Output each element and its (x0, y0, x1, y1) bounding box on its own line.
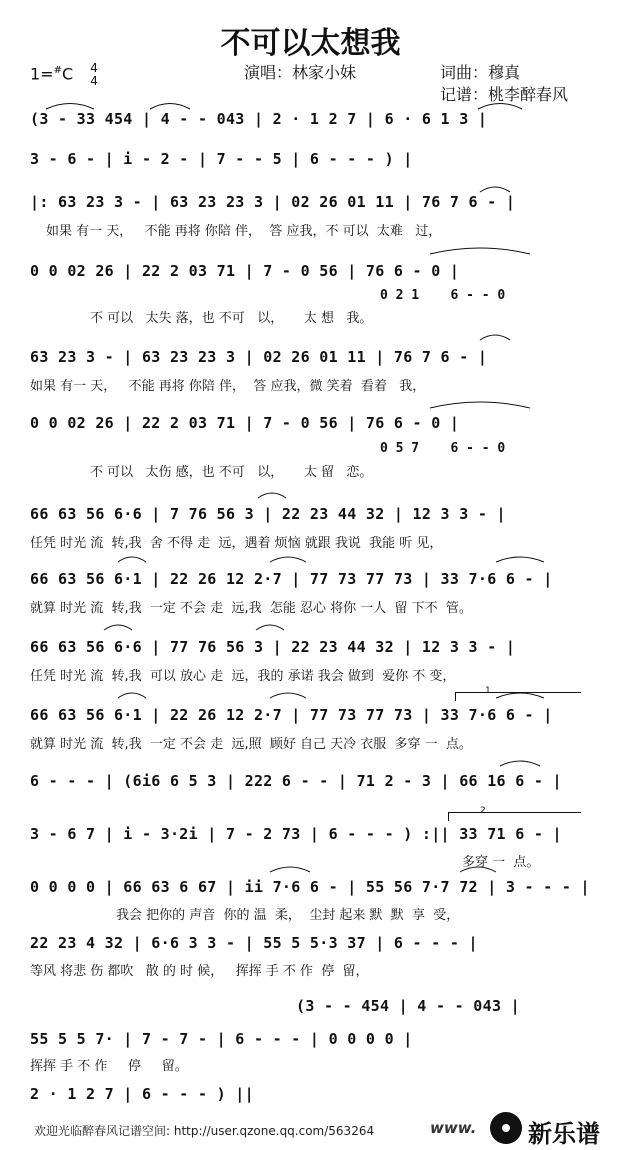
slur-arc (256, 625, 284, 630)
lyric-line: 如果 有一 天， 不能 再将 你陪 伴， 答 应我，不 可以 太难 过， (46, 224, 442, 239)
notation-row: 0 0 02 26 | 22 2 03 71 | 7 - 0 56 | 76 6 - 0 | (30, 262, 460, 280)
site-logo (486, 1108, 621, 1150)
lyric-line: 等风 将悲 伤 都吹 散 的 时 候， 挥挥 手 不 作 停 留， (30, 964, 369, 979)
notation-row: 0 0 0 0 | 66 63 6 67 | ii 7·6 6 - | 55 56 7·7 72 | 3 - - - | (30, 878, 590, 896)
slur-arc (270, 693, 306, 698)
page-title: 不可以太想我 (220, 26, 401, 61)
slur-arc (270, 557, 306, 562)
lyric-line: 不 可以 太伤 感，也 不可 以， 太 留 恋。 (90, 465, 373, 480)
harmony-line: 0 5 7 6 - - 0 (380, 441, 506, 456)
notation-row: 55 5 5 7· | 7 - 7 - | 6 - - - | 0 0 0 0 | (30, 1030, 413, 1048)
slur-arc (118, 557, 146, 562)
slur-arc (430, 248, 530, 254)
notation-row: 6 - - - | (6i6 6 5 3 | 222 6 - - | 71 2 - 3 | 66 16 6 - | (30, 772, 562, 790)
slur-arc (480, 187, 510, 192)
composer-credit: 词曲：穆真 (440, 63, 521, 82)
notation-row: (3 - - 454 | 4 - - 043 | (296, 997, 520, 1015)
notation-row: 3 - 6 7 | i - 3·2i | 7 - 2 73 | 6 - - - ) :|| 33 71 6 - | (30, 825, 562, 843)
lyric-line: 任凭 时光 流 转,我 可以 放心 走 远，我的 承诺 我会 做到 爱你 不 变， (30, 669, 456, 684)
notation-row: 66 63 56 6·1 | 22 26 12 2·7 | 77 73 77 73 | 33 7·6 6 - | (30, 570, 553, 588)
notation-row: 0 0 02 26 | 22 2 03 71 | 7 - 0 56 | 76 6 - 0 | (30, 414, 460, 432)
lyric-line: 挥挥 手 不 作 停 留。 (30, 1059, 188, 1074)
disc-icon (490, 1112, 522, 1144)
notation-row: (3 - 33 454 | 4 - - 043 | 2 · 1 2 7 | 6 · 6 1 3 | (30, 110, 488, 128)
notation-row: |: 63 23 3 - | 63 23 23 3 | 02 26 01 11 | 76 7 6 - | (30, 193, 516, 211)
harmony-line: 0 2 1 6 - - 0 (380, 288, 506, 303)
slur-arc (480, 335, 510, 340)
singer-credit: 演唱：林家小妹 (244, 63, 357, 82)
key-note: C (61, 64, 74, 84)
notation-row: 63 23 3 - | 63 23 23 3 | 02 26 01 11 | 76 7 6 - | (30, 348, 488, 366)
lyric-line: 就算 时光 流 转,我 一定 不会 走 远,照 顾好 自己 天冷 衣服 多穿 一 点。 (30, 737, 472, 752)
notation-row: 66 63 56 6·6 | 77 76 56 3 | 22 23 44 32 | 12 3 3 - | (30, 638, 516, 656)
slur-arc (270, 867, 310, 872)
slur-arc (118, 693, 146, 698)
watermark-text: www. (430, 1119, 477, 1137)
slur-arc (46, 104, 94, 110)
notation-row: 22 23 4 32 | 6·6 3 3 - | 55 5 5·3 37 | 6 - - - | (30, 934, 478, 952)
slur-arc (496, 557, 544, 562)
slur-arc (500, 761, 540, 766)
volta-1-bracket (455, 692, 581, 701)
notation-row: 3 - 6 - | i - 2 - | 7 - - 5 | 6 - - - ) | (30, 150, 413, 168)
volta-2-label: 2 (480, 806, 486, 816)
notation-row: 2 · 1 2 7 | 6 - - - ) || (30, 1085, 254, 1103)
lyric-line: 我会 把你的 声音 你的 温 柔， 尘封 起来 默 默 享 受， (116, 908, 460, 923)
logo-text: 新乐谱 (528, 1120, 600, 1148)
lyric-line: 如果 有一 天， 不能 再将 你陪 伴， 答 应我，微 笑着 看着 我， (30, 379, 426, 394)
slur-arc (104, 625, 132, 630)
volta-1-label: 1 (485, 686, 491, 696)
slur-arc (258, 493, 286, 498)
lyric-line: 就算 时光 流 转,我 一定 不会 走 远,我 怎能 忍心 将你 一人 留 下不 管。 (30, 601, 472, 616)
key-prefix: 1= (30, 64, 54, 84)
transcriber-credit: 记谱：桃李醉春风 (440, 85, 569, 104)
time-top: 4 (90, 61, 98, 75)
lyric-line: 多穿 一 点。 (462, 855, 540, 870)
key-sharp: # (53, 65, 62, 77)
time-signature (90, 62, 98, 88)
time-bottom: 4 (90, 74, 98, 88)
lyric-line: 任凭 时光 流 转,我 舍 不得 走 远，遇着 烦恼 就跟 我说 我能 听 见， (30, 536, 443, 551)
slur-arc (430, 402, 530, 408)
notation-row: 66 63 56 6·6 | 7 76 56 3 | 22 23 44 32 | 12 3 3 - | (30, 505, 506, 523)
slur-arc (150, 104, 190, 110)
volta-2-bracket (448, 812, 581, 821)
key-signature (30, 62, 98, 88)
notation-row: 66 63 56 6·1 | 22 26 12 2·7 | 77 73 77 73 | 33 7·6 6 - | (30, 706, 553, 724)
footer-text: 欢迎光临醉春风记谱空间: http://user.qzone.qq.com/563264 (34, 1124, 375, 1138)
lyric-line: 不 可以 太失 落，也 不可 以， 太 想 我。 (90, 311, 373, 326)
